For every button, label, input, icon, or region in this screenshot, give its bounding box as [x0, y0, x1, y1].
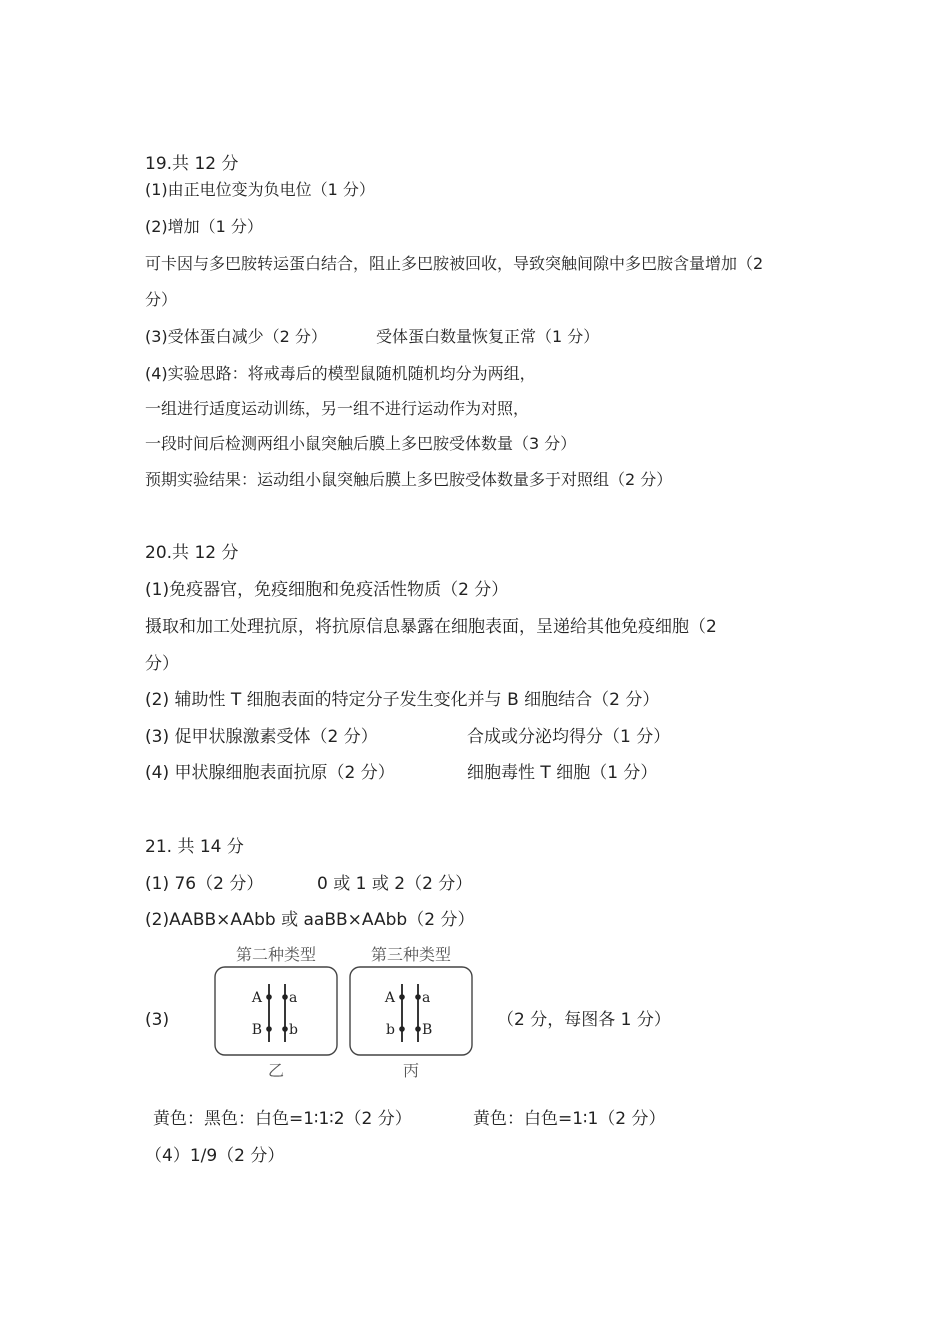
q21-answer-1b: 0 或 1 或 2（2 分）: [317, 874, 473, 894]
q21-ratio-2: 黄色：白色=1∶1（2 分）: [473, 1109, 666, 1129]
q21-ratio-1: 黄色：黑色：白色=1∶1∶2（2 分）: [153, 1109, 412, 1129]
right-allele-bottom-left: b: [386, 1022, 395, 1038]
q19-answer-1: (1)由正电位变为负电位（1 分）: [145, 180, 375, 199]
figure-left-caption: 乙: [267, 1061, 285, 1080]
q19-answer-2-explanation: 可卡因与多巴胺转运蛋白结合，阻止多巴胺被回收，导致突触间隙中多巴胺含量增加（2: [145, 254, 764, 273]
q19-answer-3a: (3)受体蛋白减少（2 分）: [145, 327, 327, 346]
q21-answer-3-note: （2 分，每图各 1 分）: [497, 1010, 671, 1030]
figure-right-title: 第三种类型: [370, 945, 452, 964]
q21-answer-1a: (1) 76（2 分）: [145, 874, 264, 894]
q19-answer-2-explanation-cont: 分）: [145, 290, 178, 309]
left-allele-bottom-left: B: [251, 1022, 262, 1038]
figure-right-caption: 丙: [402, 1061, 420, 1080]
left-locus-dot: [266, 1026, 272, 1032]
left-allele-top-right: a: [289, 990, 298, 1006]
q20-answer-3a: (3) 促甲状腺激素受体（2 分）: [145, 727, 378, 747]
q19-answer-2: (2)增加（1 分）: [145, 217, 263, 236]
q19-heading: 19.共 12 分: [145, 154, 239, 174]
q20-answer-4b: 细胞毒性 T 细胞（1 分）: [467, 763, 658, 783]
right-allele-bottom-right: B: [422, 1022, 433, 1038]
q19-answer-3b: 受体蛋白数量恢复正常（1 分）: [376, 327, 600, 346]
figure-left-box: [215, 967, 337, 1055]
q20-answer-4a: (4) 甲状腺细胞表面抗原（2 分）: [145, 763, 395, 783]
left-locus-dot: [282, 1026, 288, 1032]
q19-answer-4-line1: (4)实验思路：将戒毒后的模型鼠随机随机均分为两组，: [145, 364, 536, 383]
q19-answer-4-line3: 一段时间后检测两组小鼠突触后膜上多巴胺受体数量（3 分）: [145, 434, 577, 453]
right-allele-top-left: A: [384, 990, 395, 1006]
figure-right-box: [350, 967, 472, 1055]
figure-left-title: 第二种类型: [235, 945, 317, 964]
left-allele-top-left: A: [251, 990, 262, 1006]
left-allele-bottom-right: b: [289, 1022, 298, 1038]
q19-answer-4-line4: 预期实验结果：运动组小鼠突触后膜上多巴胺受体数量多于对照组（2 分）: [145, 470, 673, 489]
q20-answer-2: (2) 辅助性 T 细胞表面的特定分子发生变化并与 B 细胞结合（2 分）: [145, 690, 660, 710]
right-locus-dot: [399, 994, 405, 1000]
right-locus-dot: [415, 994, 421, 1000]
q20-answer-3b: 合成或分泌均得分（1 分）: [467, 727, 671, 747]
right-locus-dot: [399, 1026, 405, 1032]
q21-answer-4: （4）1/9（2 分）: [145, 1146, 285, 1166]
left-locus-dot: [266, 994, 272, 1000]
chromosome-figure: [210, 940, 480, 1085]
q19-answer-4-line2: 一组进行适度运动训练，另一组不进行运动作为对照，: [145, 399, 530, 418]
q20-answer-1: (1)免疫器官，免疫细胞和免疫活性物质（2 分）: [145, 580, 509, 600]
q21-answer-3-label: (3): [145, 1010, 170, 1030]
right-locus-dot: [415, 1026, 421, 1032]
left-locus-dot: [282, 994, 288, 1000]
q20-heading: 20.共 12 分: [145, 543, 239, 563]
q21-answer-2: (2)AABB×AAbb 或 aaBB×AAbb（2 分）: [145, 910, 475, 930]
q21-heading: 21. 共 14 分: [145, 837, 244, 857]
q20-answer-1-explanation: 摄取和加工处理抗原，将抗原信息暴露在细胞表面，呈递给其他免疫细胞（2: [145, 617, 717, 637]
q20-answer-1-explanation-cont: 分）: [145, 654, 179, 674]
right-allele-top-right: a: [422, 990, 431, 1006]
